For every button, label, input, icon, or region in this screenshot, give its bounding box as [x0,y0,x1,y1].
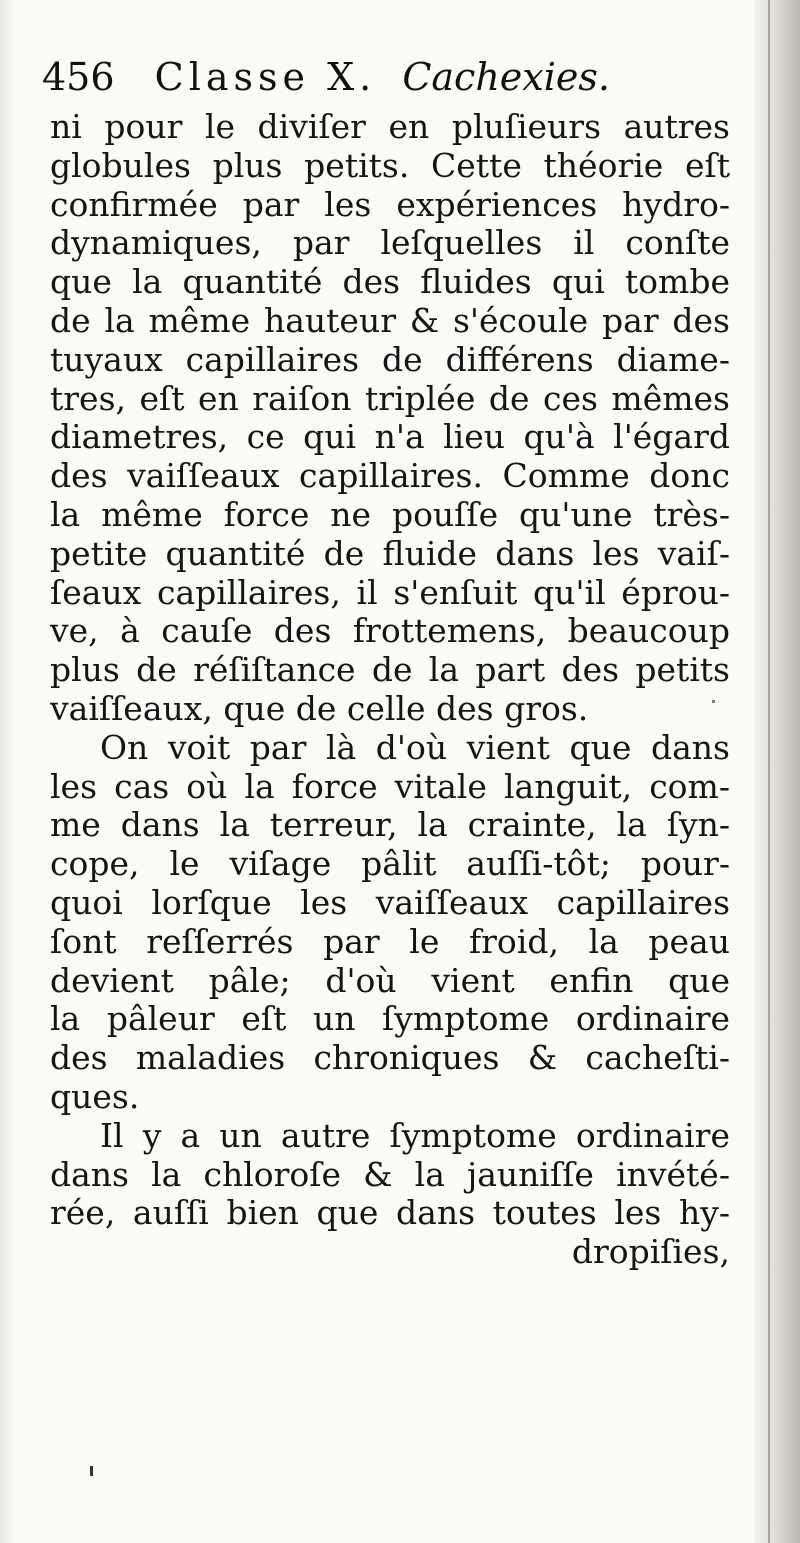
section-title: Cachexies. [402,55,610,99]
text-line: ni pour le diviſer en pluſieurs autres [50,108,730,146]
text-line: me dans la terreur, la crainte, la ſyn- [50,806,730,845]
text-line: des vaiſſeaux capillaires. Comme donc [50,457,730,496]
catchword-line: dropiſies, [571,1233,730,1272]
text-line: plus de réſiſtance de la part des petits [50,651,730,690]
page-gutter-line [768,0,770,1543]
text-line: ſeaux capillaires, il s'enſuit qu'il éprou- [50,573,730,612]
text-line: rée, auſſi bien que dans toutes les hy- [50,1194,730,1233]
text-line: cope, le viſage pâlit auſſi-tôt; pour- [50,845,730,884]
text-line: vaiſſeaux, que de celle des gros. [50,689,589,728]
text-line: ve, à cauſe des frottemens, beaucoup [50,612,730,651]
text-line: petite quantité de fluide dans les vaiſ- [50,534,730,573]
body-text [50,108,730,1272]
text-line: ques. [50,1077,140,1116]
running-header [42,52,732,102]
text-line: des maladies chroniques & cacheſti- [50,1039,730,1078]
page-left-edge [0,0,14,1543]
text-line: de la même hauteur & s'écoule par des [50,301,730,340]
text-line: diametres, ce qui n'a lieu qu'à l'égard [50,418,730,457]
page-right-edge [754,0,800,1543]
class-label: Classe X. [154,55,377,99]
ink-speck [90,1466,93,1476]
text-line: la pâleur eſt un ſymptome ordinaire [50,1000,730,1039]
paragraph-first-line: Il y a un autre ſymptome ordinaire [100,1116,730,1155]
text-line: ſont reſſerrés par le froid, la peau [50,922,730,961]
text-line: confirmée par les expériences hydro- [50,185,730,224]
text-line: quoi lorſque les vaiſſeaux capillaires [50,883,730,922]
text-line: les cas où la force vitale languit, com- [50,767,730,806]
page-number: 456 [42,55,115,99]
text-line: dans la chloroſe & la jauniſſe invété- [50,1155,730,1194]
text-line: globules plus petits. Cette théorie eſt [50,146,730,185]
text-line: la même force ne pouſſe qu'une très- [50,495,730,534]
text-line: que la quantité des fluides qui tombe [50,263,730,302]
paragraph-first-line: On voit par là d'où vient que dans [100,728,730,767]
text-line: tuyaux capillaires de différens diame- [50,340,730,379]
ink-speck [712,700,715,703]
text-line: devient pâle; d'où vient enfin que [50,961,730,1000]
text-line: dynamiques, par leſquelles il conſte [50,224,730,263]
text-line: tres, eſt en raiſon triplée de ces mêmes [50,379,730,418]
